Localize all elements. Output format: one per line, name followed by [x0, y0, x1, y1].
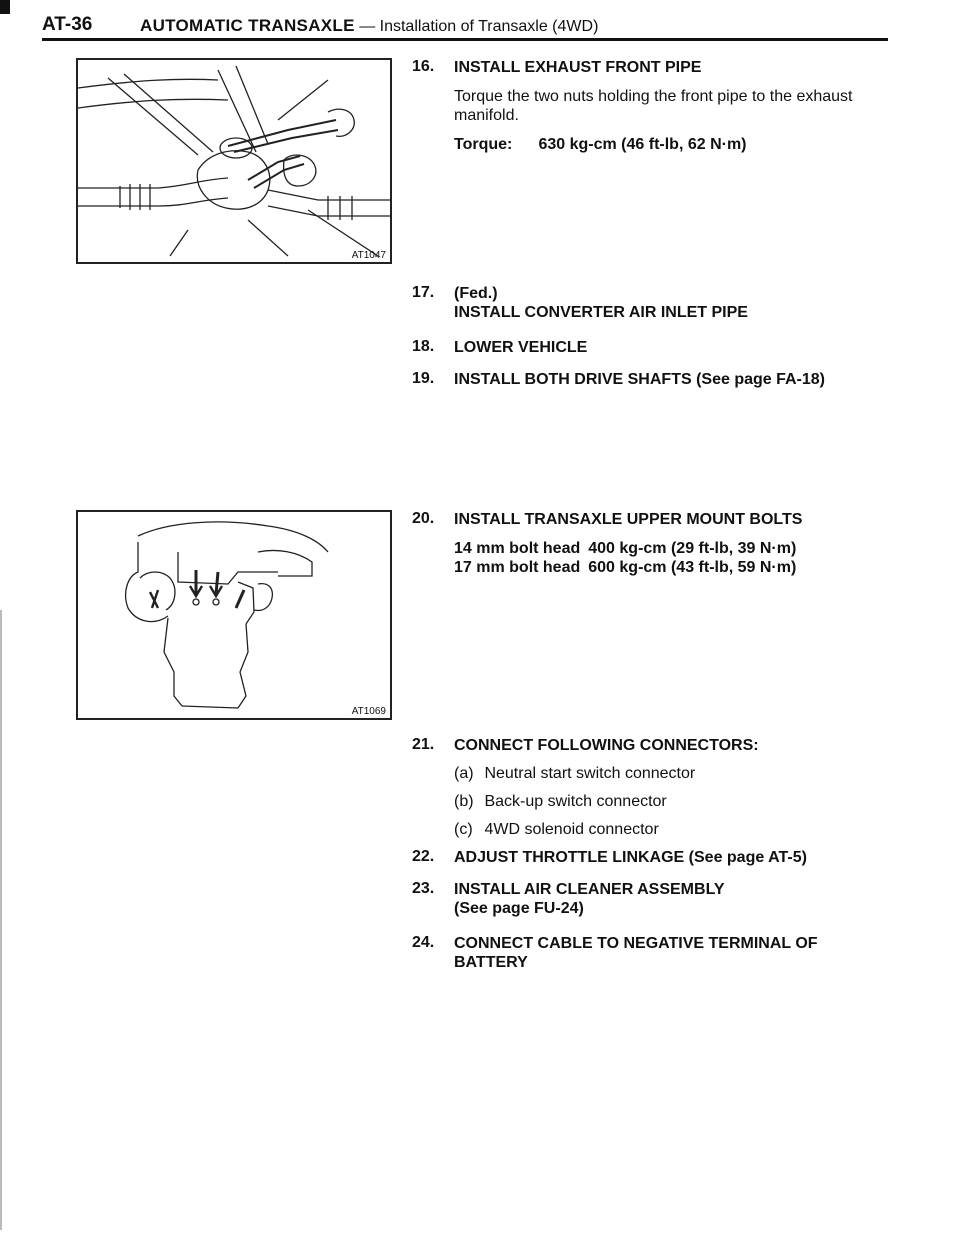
step-22	[412, 848, 912, 867]
step-text: Torque the two nuts holding the front pipe to the exhaust manifold.	[454, 88, 853, 124]
step-20	[412, 510, 912, 577]
step-title: INSTALL TRANSAXLE UPPER MOUNT BOLTS	[454, 511, 803, 528]
section-title: AUTOMATIC TRANSAXLE	[140, 16, 355, 35]
item-text: Neutral start switch connector	[484, 765, 696, 782]
step-number: 16.	[412, 58, 435, 75]
spec-row	[454, 558, 804, 577]
step-number: 18.	[412, 338, 435, 355]
step-19	[412, 370, 912, 389]
exhaust-pipe-illustration	[78, 60, 390, 262]
list-item	[454, 792, 912, 811]
step-23	[412, 880, 912, 918]
page-header	[42, 14, 888, 40]
bolt-spec-table	[454, 539, 804, 577]
spec-row	[454, 539, 804, 558]
page-code: AT-36	[42, 14, 93, 35]
step-title: CONNECT CABLE TO NEGATIVE TERMINAL OF	[454, 935, 818, 952]
item-text: Back-up switch connector	[484, 793, 667, 810]
step-number: 23.	[412, 880, 435, 897]
step-number: 20.	[412, 510, 435, 527]
step-number: 17.	[412, 284, 435, 301]
item-letter: (b)	[454, 793, 474, 810]
step-17	[412, 284, 912, 322]
figure-upper-mount-bolts	[76, 510, 392, 720]
step-title: INSTALL AIR CLEANER ASSEMBLY	[454, 881, 725, 898]
step-number: 22.	[412, 848, 435, 865]
transaxle-bolts-illustration	[78, 512, 390, 718]
item-letter: (c)	[454, 821, 473, 838]
header-title	[140, 16, 598, 36]
step-number: 21.	[412, 736, 435, 753]
bolt-torque: 600 kg-cm (43 ft-lb, 59 N·m)	[588, 559, 797, 576]
step-title: CONNECT FOLLOWING CONNECTORS:	[454, 737, 759, 754]
step-title: INSTALL BOTH DRIVE SHAFTS (See page FA-18)	[454, 371, 826, 388]
step-title: INSTALL EXHAUST FRONT PIPE	[454, 59, 702, 76]
page-reference: (See page FU-24)	[454, 900, 584, 917]
bolt-torque: 400 kg-cm (29 ft-lb, 39 N·m)	[588, 540, 797, 557]
step-prefix: (Fed.)	[454, 285, 498, 302]
step-number: 24.	[412, 934, 435, 951]
bolt-size: 14 mm bolt head	[454, 540, 581, 557]
torque-label: Torque:	[454, 136, 513, 153]
torque-spec	[454, 135, 912, 154]
step-title-continued: BATTERY	[454, 954, 528, 971]
item-letter: (a)	[454, 765, 474, 782]
figure-exhaust-pipe	[76, 58, 392, 264]
step-18	[412, 338, 912, 357]
item-text: 4WD solenoid connector	[484, 821, 659, 838]
list-item	[454, 820, 912, 839]
header-dash: —	[359, 18, 376, 35]
header-rule	[42, 38, 888, 41]
page-binding-edge	[0, 610, 2, 1230]
figure-code: AT1047	[351, 250, 386, 261]
step-24	[412, 934, 912, 972]
step-number: 19.	[412, 370, 435, 387]
step-title: ADJUST THROTTLE LINKAGE (See page AT-5)	[454, 849, 807, 866]
step-16	[412, 58, 912, 154]
page-corner-mark	[0, 0, 10, 14]
list-item	[454, 764, 912, 783]
step-title: INSTALL CONVERTER AIR INLET PIPE	[454, 304, 748, 321]
step-title: LOWER VEHICLE	[454, 339, 588, 356]
bolt-size: 17 mm bolt head	[454, 559, 581, 576]
figure-code: AT1069	[351, 706, 386, 717]
step-21	[412, 736, 912, 839]
torque-value: 630 kg-cm (46 ft-lb, 62 N·m)	[538, 136, 747, 153]
header-subtitle: Installation of Transaxle (4WD)	[379, 18, 599, 35]
